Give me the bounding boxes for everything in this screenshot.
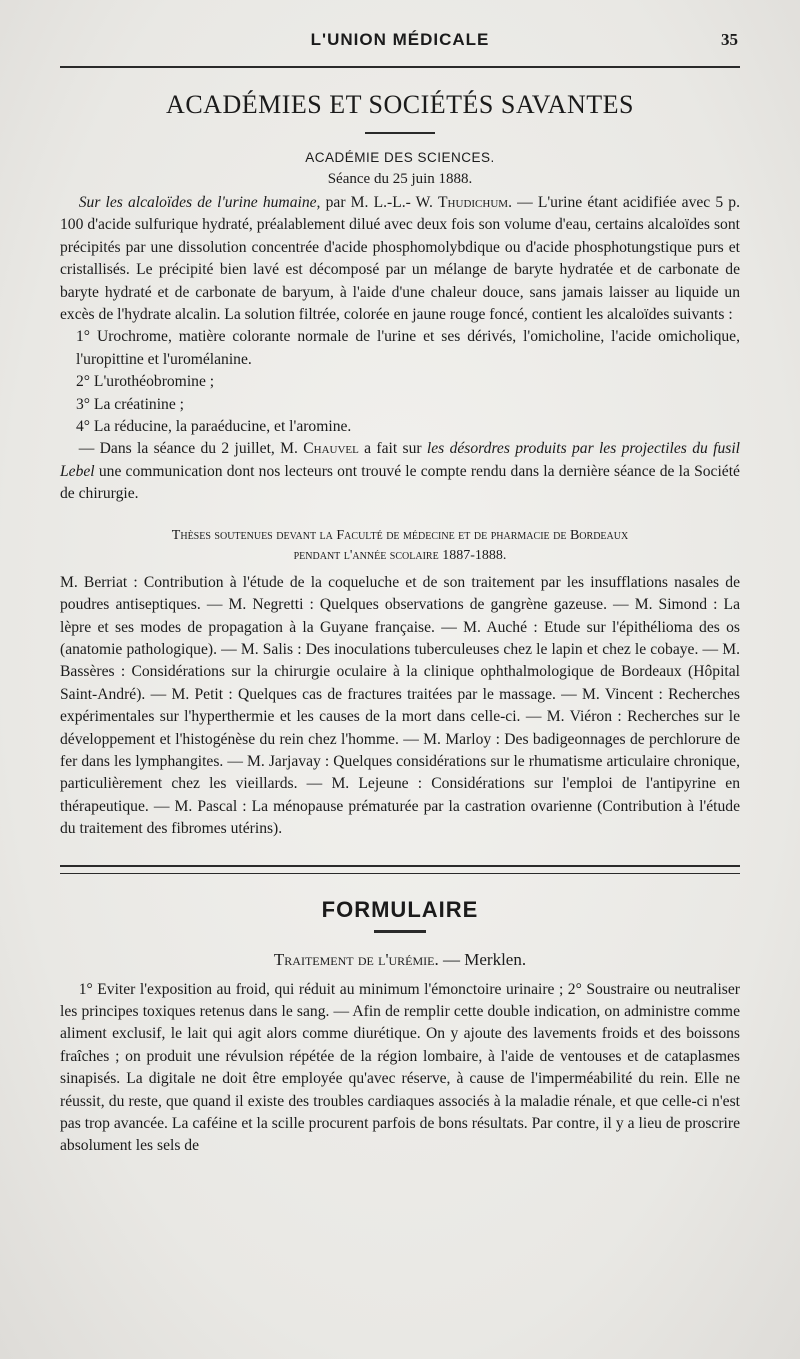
section-title-rule [365, 132, 435, 134]
journal-title: L'UNION MÉDICALE [310, 30, 490, 49]
list-item: 2° L'urothéobromine ; [76, 373, 215, 391]
article-author-prefix: par M. L.-L.- W. [325, 194, 433, 211]
article-text: . — L'urine étant acidifiée avec 5 p. 100 d'acide sulfurique hydraté, préalablement dilué avec deux fois son volume d'eau, certains alcaloïdes sont précipités par une dissolution concentrée d'acide phosphomolybdique ou d'acide phosphotungstique purs et cristallisés. Le précipité bien lavé est décomposé par un mélange de baryte hydratée et de carbonate de baryte hydraté et de carbonate de baryum, à l'aide d'une chaleur douce, sans jamais laisser au liquide un excès de l'hydrate alcalin. La solution filtrée, colorée en jaune rouge foncé, contient les alcaloïdes suivants : [60, 194, 740, 324]
formulaire-title-rule [374, 930, 426, 933]
article-title: Sur les alcaloïdes de l'urine humaine, [78, 194, 321, 211]
page-number: 35 [721, 30, 738, 49]
theses-heading-line1: Thèses soutenues devant la Faculté de médecine et de pharmacie de Bordeaux [171, 527, 629, 543]
header-rule [60, 66, 740, 68]
running-head [60, 30, 740, 56]
academy-heading: ACADÉMIE DES SCIENCES. [305, 150, 495, 165]
page-body [60, 86, 740, 1158]
session-date: Séance du 25 juin 1888. [327, 171, 473, 187]
theses-list-paragraph: M. Berriat : Contribution à l'étude de la coqueluche et de son traitement par les insufflations nasales de poudres antiseptiques. — M. Negretti : Quelques observations de gangrène gazeuse. — M. Simond : La lèpre et ses modes de propagation à la Guyane française. — M. Auché : Etude sur l'épithélioma des os (anatomie pathologique). — M. Salis : Des inoculations tuberculeuses chez le lapin et chez le cobaye. — M. Bassères : Considérations sur la chirurgie oculaire à la clinique ophthalmologique de Bordeaux (Hôpital Saint-André). — M. Petit : Quelques cas de fractures traitées par le massage. — M. Vincent : Recherches expérimentales sur l'hyperthermie et les causes de la mort dans celle-ci. — M. Viéron : Recherches sur le développement et l'histogénèse du rein chez l'homme. — M. Marloy : Des badigeonnages de perchlorure de fer dans les lymphangites. — M. Jarjavay : Quelques considérations sur le rhumatisme articulaire chronique, particulièrement chez les vieillards. — M. Lejeune : Considérations sur l'emploi de l'antipyrine en thérapeutique. — M. Pascal : La ménopause prématurée par la castration ovarienne (Contribution à l'étude du traitement des fibromes utérins). [60, 573, 740, 838]
chauvel-paragraph [60, 438, 740, 505]
recipe-title: Traitement de l'urémie. [273, 949, 439, 969]
chauvel-name: Chauvel [303, 440, 359, 458]
recipe-author: — Merklen. [443, 949, 527, 969]
chauvel-pre: — Dans la séance du 2 juillet, M. [78, 440, 298, 458]
theses-heading-line2-text: pendant l'année scolaire [293, 547, 439, 563]
theses-year: 1887-1888. [442, 547, 507, 563]
theses-heading [60, 526, 740, 566]
theses-heading-line2 [60, 546, 740, 566]
list-item: 1° Urochrome, matière colorante normale de l'urine et ses dérivés, l'omicholine, l'acide omicholique, l'uropittine et l'uromélanine. [76, 328, 740, 368]
thudichum-paragraph [60, 192, 740, 326]
section-title: ACADÉMIES ET SOCIÉTÉS SAVANTES [166, 90, 634, 119]
list-item: 4° La réducine, la paraéducine, et l'aromine. [76, 418, 352, 436]
list-item: 3° La créatinine ; [76, 395, 184, 413]
chauvel-mid: a fait sur [364, 440, 422, 458]
chauvel-title: les désordres produits par les projectiles du fusil Lebel [60, 440, 740, 480]
formulaire-title: FORMULAIRE [321, 896, 479, 922]
chauvel-post: une communication dont nos lecteurs ont trouvé le compte rendu dans la dernière séance de la Société de chirurgie. [60, 462, 740, 503]
article-author-name: Thudichum [438, 194, 509, 211]
recipe-heading [60, 949, 740, 971]
section-divider [60, 865, 740, 874]
uremie-paragraph: 1° Eviter l'exposition au froid, qui réduit au minimum l'émonctoire urinaire ; 2° Soustraire ou neutraliser les principes toxiques retenus dans le sang. — Afin de remplir cette double indication, on administre comme aliment exclusif, le lait qui agit alors comme diurétique. On y ajoute des lavements froids et des boissons fraîches ; on produit une révulsion répétée de la région lombaire, à l'aide de ventouses et de cataplasmes sinapisés. La digitale ne doit être employée qu'avec réserve, à cause de l'imperméabilité du rein. Elle ne réussit, du reste, que quand il existe des troubles cardiaques associés à la maladie rénale, et que celle-ci n'est pas trop avancée. La caféine et la scille procurent parfois de bons résultats. Par contre, il y a lieu de proscrire absolument les sels de [60, 980, 740, 1155]
